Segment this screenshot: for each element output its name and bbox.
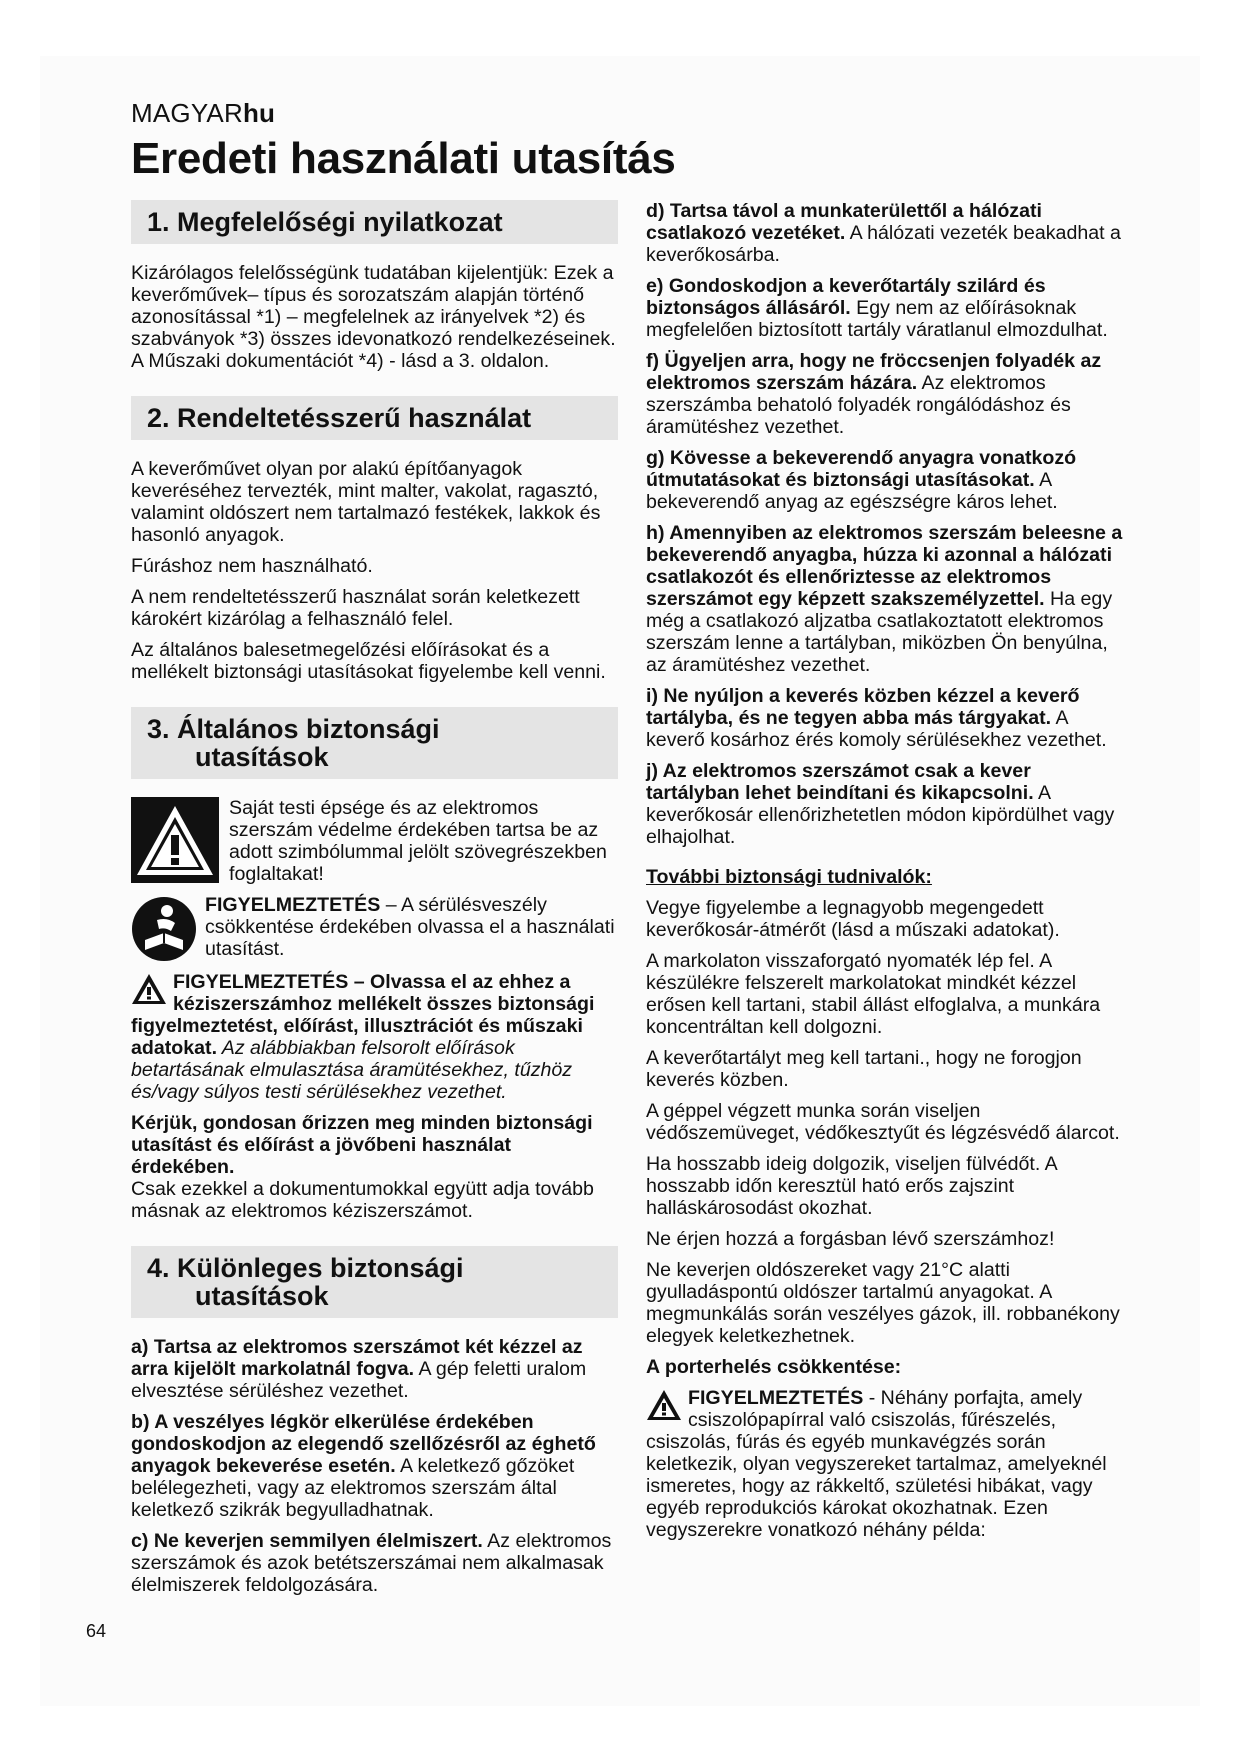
section-heading-3 (131, 707, 618, 779)
right-column (646, 200, 1128, 1550)
paragraph: A keverőtartályt meg kell tartani., hogy ne forogjon keverés közben. (646, 1047, 1082, 1091)
section-heading-4 (131, 1246, 618, 1318)
list-item-h: h) Amennyiben az elektromos szerszám beleesne a bekeverendő anyagba, húzza ki azonnal a hálózati csatlakozót és ellenőriztesse az elektromos szerszámot egy képzett szakszemélyzettel. Ha egy még a csatlakozó aljzatba csatlakoztatott elektromos szerszám lenne a tartályban, miközben Ön benyúlna, az áramütéshez vezethet. (646, 522, 1123, 676)
list-item-g: g) Kövesse a bekeverendő anyagra vonatkozó útmutatásokat és biztonsági utasításokat. A bekeverendő anyag az egészségre káros lehet. (646, 447, 1077, 513)
general-warning-block (131, 797, 618, 885)
dust-reduction-heading: A porterhelés csökkentése: (646, 1356, 902, 1378)
paragraph: Az általános balesetmegelőzési előírásokat és a mellékelt biztonsági utasításokat figyelembe kell venni. (131, 639, 606, 683)
paragraph: Ne érjen hozzá a forgásban lévő szerszámhoz! (646, 1228, 1055, 1250)
list-item-e: e) Gondoskodjon a keverőtartály szilárd és biztonságos állásáról. Egy nem az előírásoknak megfelelően biztosított tartály váratlanul elmozdulhat. (646, 275, 1108, 341)
paragraph: A keverőművet olyan por alakú építőanyagok keveréséhez tervezték, mint malter, vakolat, ragasztó, valamint oldószert nem tartalmazó festékek, lakkok és hasonló anyagok. (131, 458, 601, 546)
list-item-d: d) Tartsa távol a munkaterülettől a hálózati csatlakozó vezetéket. A hálózati vezeték beakadhat a keverőkosárba. (646, 200, 1121, 266)
section-heading-3-line2: utasítások (195, 742, 329, 772)
keep-instructions-paragraph: Kérjük, gondosan őrizzen meg minden biztonsági utasítást és előírást a jövőbeni használat érdekében. Csak ezekkel a dokumentumokkal együtt adja tovább másnak az elektromos kéziszerszámot. (131, 1112, 594, 1222)
warning-paragraph: FIGYELMEZTETÉS – Olvassa el az ehhez a kéziszerszámhoz mellékelt összes biztonsági figyelmeztetést, előírást, illusztrációt és műszaki adatokat. Az alábbiakban felsorolt előírások betartásának elmulasztása áramütésekhez, tűzhöz és/vagy súlyos testi sérülésekhez vezethet. (131, 971, 595, 1103)
dust-warning-paragraph: FIGYELMEZTETÉS - Néhány porfajta, amely csiszolópapírral való csiszolás, fűrészelés, csiszolás, fúrás és egyéb munkavégzés során keletkezik, olyan vegyszereket tartalmaz, amelyeknél ismeretes, hogy az rákkeltő, születési hibákat, vagy egyéb reprodukciós károkat okozhatnak. Ezen vegyszerekre vonatkozó néhány példa: (646, 1387, 1107, 1541)
read-manual-icon (131, 896, 197, 962)
warning-triangle-icon (131, 797, 219, 883)
paragraph: Ha hosszabb ideig dolgozik, viseljen fülvédőt. A hosszabb időn keresztül ható erős zajszint halláskárosodást okozhat. (646, 1153, 1057, 1219)
list-item-f: f) Ügyeljen arra, hogy ne fröccsenjen folyadék az elektromos szerszám házára. Az elektromos szerszámba behatoló folyadék rongálódáshoz és áramütéshez vezethet. (646, 350, 1102, 438)
section-heading-2: 2. Rendeltetésszerű használat (131, 396, 618, 440)
paragraph: Fúráshoz nem használható. (131, 555, 373, 577)
page-number: 64 (86, 1621, 107, 1641)
language-label: MAGYARhu (131, 98, 276, 128)
list-item-a: a) Tartsa az elektromos szerszámot két kézzel az arra kijelölt markolatnál fogva. A gép feletti uralom elvesztése sérüléshez vezethet. (131, 1336, 587, 1402)
paragraph: Vegye figyelembe a legnagyobb megengedett keverőkosár-átmérőt (lásd a műszaki adatokat). (646, 897, 1060, 941)
page-title: Eredeti használati utasítás (131, 134, 676, 183)
left-column (131, 200, 618, 1605)
list-item-i: i) Ne nyúljon a keverés közben kézzel a keverő tartályba, és ne tegyen abba más tárgyakat. A keverő kosárhoz érés komoly sérülésekhez vezethet. (646, 685, 1107, 751)
small-warning-icon (131, 973, 167, 1005)
read-manual-text: FIGYELMEZTETÉS – A sérülésveszély csökkentése érdekében olvassa el a használati utasítást. (205, 894, 615, 960)
paragraph: Kizárólagos felelősségünk tudatában kijelentjük: Ezek a keverőművek– típus és sorozatszám alapján történő azonosítással *1) – megfelelnek az irányelvek *2) és szabványok *3) összes idevonatkozó rendelkezéseinek. A Műszaki dokumentációt *4) - lásd a 3. oldalon. (131, 262, 616, 372)
list-item-b: b) A veszélyes légkör elkerülése érdekében gondoskodjon az elegendő szellőzésről az éghető anyagok bekeverése esetén. A keletkező gőzöket belélegezheti, vagy az elektromos szerszám által keletkező szikrák begyulladhatnak. (131, 1411, 596, 1521)
section-heading-1: 1. Megfelelőségi nyilatkozat (131, 200, 618, 244)
small-warning-icon (646, 1389, 682, 1421)
paragraph: A géppel végzett munka során viseljen védőszemüveget, védőkesztyűt és légzésvédő álarcot. (646, 1100, 1120, 1144)
paragraph: Ne keverjen oldószereket vagy 21°C alatti gyulladáspontú oldószer tartalmú anyagokat. A megmunkálás során veszélyes gázok, ill. robbanékony elegyek keletkezhetnek. (646, 1259, 1120, 1347)
read-manual-block (131, 894, 618, 962)
list-item-c: c) Ne keverjen semmilyen élelmiszert. Az elektromos szerszámok és azok betétszerszámai nem alkalmasak élelmiszerek feldolgozására. (131, 1530, 612, 1596)
paragraph: A nem rendeltetésszerű használat során keletkezett károkért kizárólag a felhasználó felel. (131, 586, 580, 630)
section-heading-4-line1: 4. Különleges biztonsági (147, 1253, 464, 1283)
further-safety-heading: További biztonsági tudnivalók: (646, 866, 932, 888)
section-heading-3-line1: 3. Általános biztonsági (147, 714, 440, 744)
paragraph: A markolaton visszaforgató nyomaték lép fel. A készülékre felszerelt markolatokat mindkét kézzel erősen kell tartani, stabil állást elfoglalva, a munkára koncentráltan kell dolgozni. (646, 950, 1101, 1038)
list-item-j: j) Az elektromos szerszámot csak a kever tartályban lehet beindítani és kikapcsolni. A keverőkosár ellenőrizhetetlen módon kipördülhet vagy elhajolhat. (646, 760, 1115, 848)
warning-text: Saját testi épsége és az elektromos szerszám védelme érdekében tartsa be az adott szimbólummal jelölt szövegrészekben foglaltakat! (229, 797, 607, 885)
section-heading-4-line2: utasítások (195, 1281, 329, 1311)
